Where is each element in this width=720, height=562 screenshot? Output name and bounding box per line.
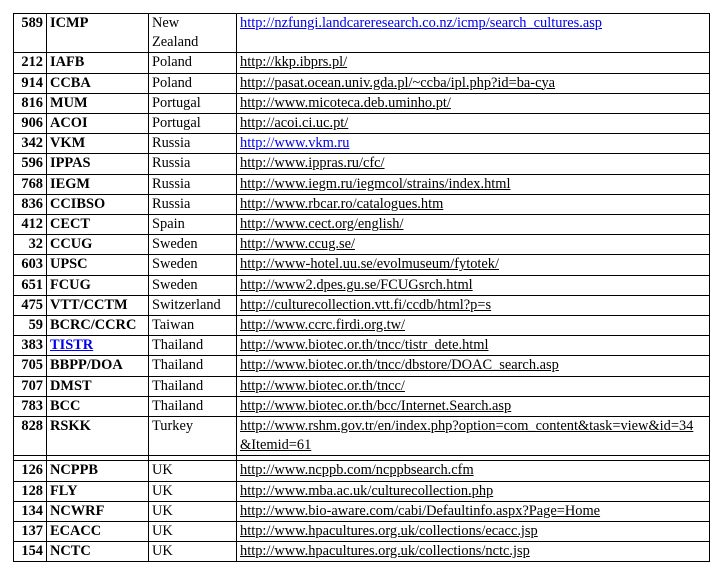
collection-number: 137 [14, 522, 47, 542]
collection-url-cell [237, 235, 710, 255]
table-row [14, 481, 710, 501]
collection-code: CCIBSO [50, 195, 106, 212]
collection-code-cell [47, 356, 149, 376]
table-row [14, 114, 710, 134]
culture-collections-table [13, 13, 710, 562]
collection-number: 603 [14, 255, 47, 275]
country-label: Sweden [152, 256, 198, 273]
collection-number: 59 [14, 316, 47, 336]
collection-number: 154 [14, 542, 47, 562]
table-row [14, 174, 710, 194]
collection-code: BBPP/DOA [50, 357, 123, 374]
table-row [14, 73, 710, 93]
collection-number: 828 [14, 417, 47, 456]
collection-code: DMST [50, 377, 92, 394]
collection-url-cell [237, 275, 710, 295]
collection-code-cell [47, 174, 149, 194]
collection-url-link[interactable]: http://www.ccrc.firdi.org.tw/ [240, 317, 406, 334]
collection-url-cell [237, 93, 710, 113]
collection-code: BCRC/CCRC [50, 317, 137, 334]
collection-code: RSKK [50, 418, 91, 435]
country-label: Sweden [152, 236, 198, 253]
collection-url-link[interactable]: http://www.cect.org/english/ [240, 216, 404, 233]
collection-number: 134 [14, 501, 47, 521]
collection-code-cell [47, 417, 149, 456]
collection-url-link[interactable]: http://kkp.ibprs.pl/ [240, 54, 348, 71]
country [149, 417, 237, 456]
table-row [14, 235, 710, 255]
collection-code-cell [47, 194, 149, 214]
collection-code-cell [47, 542, 149, 562]
collection-url-cell [237, 114, 710, 134]
table-row [14, 53, 710, 73]
collection-code-cell [47, 235, 149, 255]
table-body [14, 14, 710, 562]
country-label: Russia [152, 195, 191, 212]
collection-url-cell [237, 154, 710, 174]
country-label: New Zealand [152, 15, 199, 51]
collection-code-cell [47, 275, 149, 295]
collection-url-cell [237, 396, 710, 416]
collection-url-link[interactable]: http://www.rshm.gov.tr/en/index.php?option=com_content&task=view&id=34&Itemid=61 [240, 418, 694, 454]
collection-url-cell [237, 316, 710, 336]
collection-number: 705 [14, 356, 47, 376]
collection-code-cell [47, 215, 149, 235]
table-row [14, 316, 710, 336]
collection-number: 412 [14, 215, 47, 235]
table-row [14, 396, 710, 416]
collection-url-link[interactable]: http://www.iegm.ru/iegmcol/strains/index.html [240, 175, 511, 192]
collection-url-cell [237, 522, 710, 542]
country [149, 356, 237, 376]
collection-url-link[interactable]: http://www.hpacultures.org.uk/collections/nctc.jsp [240, 543, 530, 560]
country-label: UK [152, 523, 173, 540]
country-label: Thailand [152, 357, 204, 374]
collection-url-link[interactable]: http://www.micoteca.deb.uminho.pt/ [240, 94, 451, 111]
country [149, 114, 237, 134]
collection-code: VTT/CCTM [50, 296, 128, 313]
collection-code-cell [47, 501, 149, 521]
collection-url-link[interactable]: http://culturecollection.vtt.fi/ccdb/html?p=s [240, 296, 492, 313]
collection-code-cell [47, 93, 149, 113]
country-label: Turkey [152, 418, 194, 435]
country-label: UK [152, 502, 173, 519]
country [149, 235, 237, 255]
table-row [14, 522, 710, 542]
country [149, 461, 237, 481]
collection-url-cell [237, 194, 710, 214]
country [149, 215, 237, 235]
collection-code: ICMP [50, 15, 89, 31]
collection-code-cell [47, 336, 149, 356]
collection-url-link[interactable]: http://www.hpacultures.org.uk/collections/ecacc.jsp [240, 523, 538, 540]
collection-code: ECACC [50, 523, 102, 540]
collection-url-link[interactable]: http://pasat.ocean.univ.gda.pl/~ccba/ipl.php?id=ba-cya [240, 74, 556, 91]
collection-url-cell [237, 542, 710, 562]
collection-url-cell [237, 255, 710, 275]
collection-number: 475 [14, 295, 47, 315]
country [149, 134, 237, 154]
country [149, 174, 237, 194]
country [149, 93, 237, 113]
table-row [14, 417, 710, 456]
collection-url-link[interactable]: http://www.bio-aware.com/cabi/Defaultinfo.aspx?Page=Home [240, 502, 601, 519]
country-label: Taiwan [152, 317, 195, 334]
country [149, 14, 237, 53]
collection-url-cell [237, 295, 710, 315]
collection-url-link[interactable]: http://www.mba.ac.uk/culturecollection.php [240, 482, 494, 499]
collection-number: 596 [14, 154, 47, 174]
country-label: Sweden [152, 276, 198, 293]
collection-code-cell [47, 396, 149, 416]
collection-code: VKM [50, 135, 86, 152]
country [149, 481, 237, 501]
table-row [14, 542, 710, 562]
collection-code-cell [47, 255, 149, 275]
collection-url-cell [237, 417, 710, 456]
collection-code-cell [47, 522, 149, 542]
collection-url-link[interactable]: http://www.biotec.or.th/tncc/dbstore/DOAC_search.asp [240, 357, 559, 374]
collection-code: UPSC [50, 256, 88, 273]
collection-url-link[interactable]: http://www.ncppb.com/ncppbsearch.cfm [240, 462, 474, 479]
collection-number: 383 [14, 336, 47, 356]
collection-code-cell [47, 154, 149, 174]
collection-code-cell [47, 481, 149, 501]
country-label: Russia [152, 135, 191, 152]
country-label: UK [152, 462, 173, 479]
collection-number: 914 [14, 73, 47, 93]
collection-url-link[interactable]: http://www.biotec.or.th/bcc/Internet.Search.asp [240, 397, 512, 414]
country-label: Thailand [152, 377, 204, 394]
collection-code: CCUG [50, 236, 93, 253]
collection-number: 126 [14, 461, 47, 481]
table-row [14, 14, 710, 53]
country [149, 522, 237, 542]
country [149, 275, 237, 295]
collection-code: IEGM [50, 175, 90, 192]
table-row [14, 501, 710, 521]
country [149, 542, 237, 562]
country-label: Portugal [152, 94, 201, 111]
table-row [14, 461, 710, 481]
collection-number: 783 [14, 396, 47, 416]
collection-code-cell [47, 376, 149, 396]
collection-number: 651 [14, 275, 47, 295]
collection-code-cell [47, 53, 149, 73]
collection-code-cell [47, 114, 149, 134]
collection-number: 906 [14, 114, 47, 134]
collection-code: NCTC [50, 543, 91, 560]
country [149, 376, 237, 396]
country [149, 316, 237, 336]
collection-url-link[interactable]: http://www2.dpes.gu.se/FCUGsrch.html [240, 276, 473, 293]
collection-url-cell [237, 174, 710, 194]
collection-url-cell [237, 73, 710, 93]
table-row [14, 376, 710, 396]
collection-url-cell [237, 14, 710, 53]
country [149, 295, 237, 315]
collection-code-cell [47, 73, 149, 93]
collection-code-cell [47, 461, 149, 481]
table-row [14, 275, 710, 295]
collection-code: FCUG [50, 276, 91, 293]
country-label: Thailand [152, 337, 204, 354]
collection-code: BCC [50, 397, 81, 414]
table-row [14, 215, 710, 235]
collection-url-cell [237, 134, 710, 154]
collection-code: CECT [50, 216, 90, 233]
collection-url-cell [237, 501, 710, 521]
collection-code-cell [47, 295, 149, 315]
country-label: Poland [152, 54, 192, 71]
collection-url-link[interactable]: http://www-hotel.uu.se/evolmuseum/fytotek/ [240, 256, 499, 273]
collection-url-link[interactable]: http://www.rbcar.ro/catalogues.htm [240, 195, 444, 212]
collection-number: 589 [14, 14, 47, 53]
collection-code[interactable]: TISTR [50, 337, 94, 354]
collection-number: 816 [14, 93, 47, 113]
country [149, 154, 237, 174]
collection-url-link[interactable]: http://www.biotec.or.th/tncc/tistr_dete.html [240, 337, 489, 354]
country [149, 336, 237, 356]
collection-url-link[interactable]: http://nzfungi.landcareresearch.co.nz/icmp/search_cultures.asp [240, 15, 603, 31]
table-row [14, 295, 710, 315]
country-label: Portugal [152, 115, 201, 132]
collection-code: FLY [50, 482, 78, 499]
collection-code-cell [47, 134, 149, 154]
collection-url-cell [237, 481, 710, 501]
collection-url-cell [237, 215, 710, 235]
collection-url-cell [237, 356, 710, 376]
collection-code: IPPAS [50, 155, 91, 172]
country-label: UK [152, 543, 173, 560]
collection-code: MUM [50, 94, 88, 111]
collection-url-cell [237, 53, 710, 73]
country-label: Poland [152, 74, 192, 91]
collection-code-cell [47, 316, 149, 336]
collection-number: 128 [14, 481, 47, 501]
table-row [14, 93, 710, 113]
collection-code: IAFB [50, 54, 85, 71]
country-label: Russia [152, 155, 191, 172]
country [149, 194, 237, 214]
collection-url-link[interactable]: http://www.ccug.se/ [240, 236, 355, 253]
collection-number: 32 [14, 235, 47, 255]
country-label: Spain [152, 216, 185, 233]
country [149, 501, 237, 521]
collection-number: 768 [14, 174, 47, 194]
country-label: Thailand [152, 397, 204, 414]
country [149, 396, 237, 416]
country [149, 73, 237, 93]
table-row [14, 134, 710, 154]
collection-number: 836 [14, 194, 47, 214]
collection-url-cell [237, 461, 710, 481]
collection-url-link[interactable]: http://www.ippras.ru/cfc/ [240, 155, 385, 172]
collection-url-cell [237, 376, 710, 396]
table-row [14, 356, 710, 376]
collection-url-link[interactable]: http://www.vkm.ru [240, 135, 350, 152]
collection-code: ACOI [50, 115, 88, 132]
collection-url-link[interactable]: http://acoi.ci.uc.pt/ [240, 115, 349, 132]
collection-number: 707 [14, 376, 47, 396]
collection-url-link[interactable]: http://www.biotec.or.th/tncc/ [240, 377, 405, 394]
collection-code: NCWRF [50, 502, 105, 519]
collection-code: NCPPB [50, 462, 98, 479]
country [149, 255, 237, 275]
country-label: UK [152, 482, 173, 499]
country-label: Switzerland [152, 296, 221, 313]
table-row [14, 194, 710, 214]
country-label: Russia [152, 175, 191, 192]
table-row [14, 154, 710, 174]
collection-number: 212 [14, 53, 47, 73]
collection-code: CCBA [50, 74, 91, 91]
collection-number: 342 [14, 134, 47, 154]
table-row [14, 336, 710, 356]
table-row [14, 255, 710, 275]
collection-url-cell [237, 336, 710, 356]
collection-code-cell [47, 14, 149, 53]
country [149, 53, 237, 73]
